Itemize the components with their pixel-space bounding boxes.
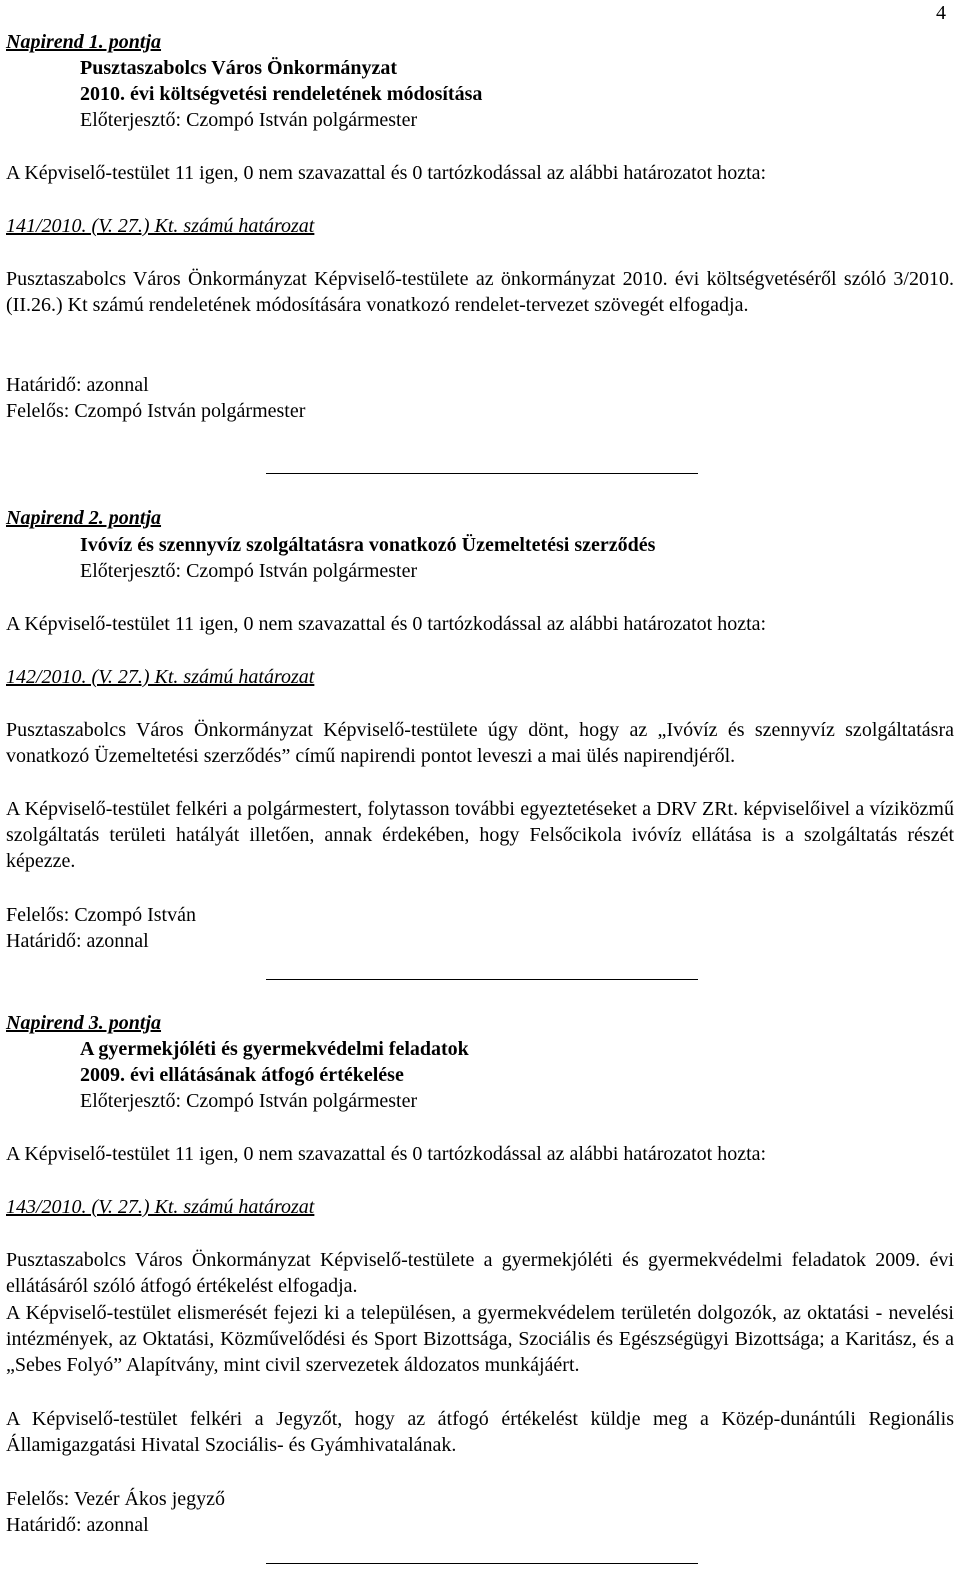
agenda-heading-2: Napirend 2. pontja	[6, 507, 162, 529]
responsible-1: Felelős: Czompó István polgármester	[6, 400, 306, 422]
resolution-text-3-para-3: A Képviselő-testület felkéri a Jegyzőt, hogy az átfogó értékelést küldje meg a Közép-dunántúli Regionális Államigazgatási Hivatal Szociális- és Gyámhivatalának.	[6, 1408, 954, 1456]
agenda-title-2-line-1: Ivóvíz és szennyvíz szolgáltatásra vonatkozó Üzemeltetési szerződés	[80, 534, 656, 556]
resolution-number-1: 141/2010. (V. 27.) Kt. számú határozat	[6, 215, 315, 237]
presenter-1: Előterjesztő: Czompó István polgármester	[80, 109, 418, 131]
agenda-heading-3: Napirend 3. pontja	[6, 1012, 162, 1034]
presenter-3: Előterjesztő: Czompó István polgármester	[80, 1090, 418, 1112]
responsible-3: Felelős: Vezér Ákos jegyző	[6, 1488, 226, 1510]
separator-line-3	[266, 1563, 698, 1564]
resolution-text-3-para-1: Pusztaszabolcs Város Önkormányzat Képviselő-testülete a gyermekjóléti és gyermekvédelmi feladatok 2009. évi ellátásáról szóló átfogó értékelést elfogadja.	[6, 1249, 954, 1297]
resolution-text-3-para-2: A Képviselő-testület elismerését fejezi ki a településen, a gyermekvédelem területén dolgozók, az oktatási - nevelési intézmények, az Oktatási, Közművelődési és Sport Bizottsága, Szociális és Egészségügyi Bizottsága; a Karitász, és a „Sebes Folyó” Alapítvány, mint civil szervezetek áldozatos munkájáért.	[6, 1302, 954, 1376]
separator-line-2	[266, 979, 698, 980]
resolution-text-2-para-2: A Képviselő-testület felkéri a polgármestert, folytasson további egyeztetéseket a DRV ZRt. képviselőivel a víziközmű szolgáltatás területi hatályát illetően, annak érdekében, hogy Felsőcikola ivóvíz ellátása is a szolgáltatás részét képezze.	[6, 798, 954, 872]
resolution-text-1: Pusztaszabolcs Város Önkormányzat Képviselő-testülete az önkormányzat 2010. évi költségvetéséről szóló 3/2010.(II.26.) Kt számú rendeletének módosítására vonatkozó rendelet-tervezet szövegét elfogadja.	[6, 268, 954, 316]
resolution-number-2: 142/2010. (V. 27.) Kt. számú határozat	[6, 666, 315, 688]
vote-result-2: A Képviselő-testület 11 igen, 0 nem szavazattal és 0 tartózkodással az alábbi határozatot hozta:	[6, 613, 767, 635]
agenda-title-1-line-2: 2010. évi költségvetési rendeletének módosítása	[80, 83, 483, 105]
page-number: 4	[936, 2, 946, 24]
agenda-title-3-line-1: A gyermekjóléti és gyermekvédelmi feladatok	[80, 1038, 469, 1060]
agenda-title-3-line-2: 2009. évi ellátásának átfogó értékelése	[80, 1064, 404, 1086]
vote-result-3: A Képviselő-testület 11 igen, 0 nem szavazattal és 0 tartózkodással az alábbi határozatot hozta:	[6, 1143, 767, 1165]
separator-line-1	[266, 473, 698, 474]
vote-result-1: A Képviselő-testület 11 igen, 0 nem szavazattal és 0 tartózkodással az alábbi határozatot hozta:	[6, 162, 767, 184]
deadline-2: Határidő: azonnal	[6, 930, 149, 952]
agenda-heading-1: Napirend 1. pontja	[6, 31, 162, 53]
resolution-number-3: 143/2010. (V. 27.) Kt. számú határozat	[6, 1196, 315, 1218]
resolution-text-2-para-1: Pusztaszabolcs Város Önkormányzat Képviselő-testülete úgy dönt, hogy az „Ivóvíz és szennyvíz szolgáltatásra vonatkozó Üzemeltetési szerződés” című napirendi pontot leveszi a mai ülés napirendjéről.	[6, 719, 954, 767]
presenter-2: Előterjesztő: Czompó István polgármester	[80, 560, 418, 582]
deadline-3: Határidő: azonnal	[6, 1514, 149, 1536]
agenda-title-1-line-1: Pusztaszabolcs Város Önkormányzat	[80, 57, 398, 79]
deadline-1: Határidő: azonnal	[6, 374, 149, 396]
responsible-2: Felelős: Czompó István	[6, 904, 196, 926]
